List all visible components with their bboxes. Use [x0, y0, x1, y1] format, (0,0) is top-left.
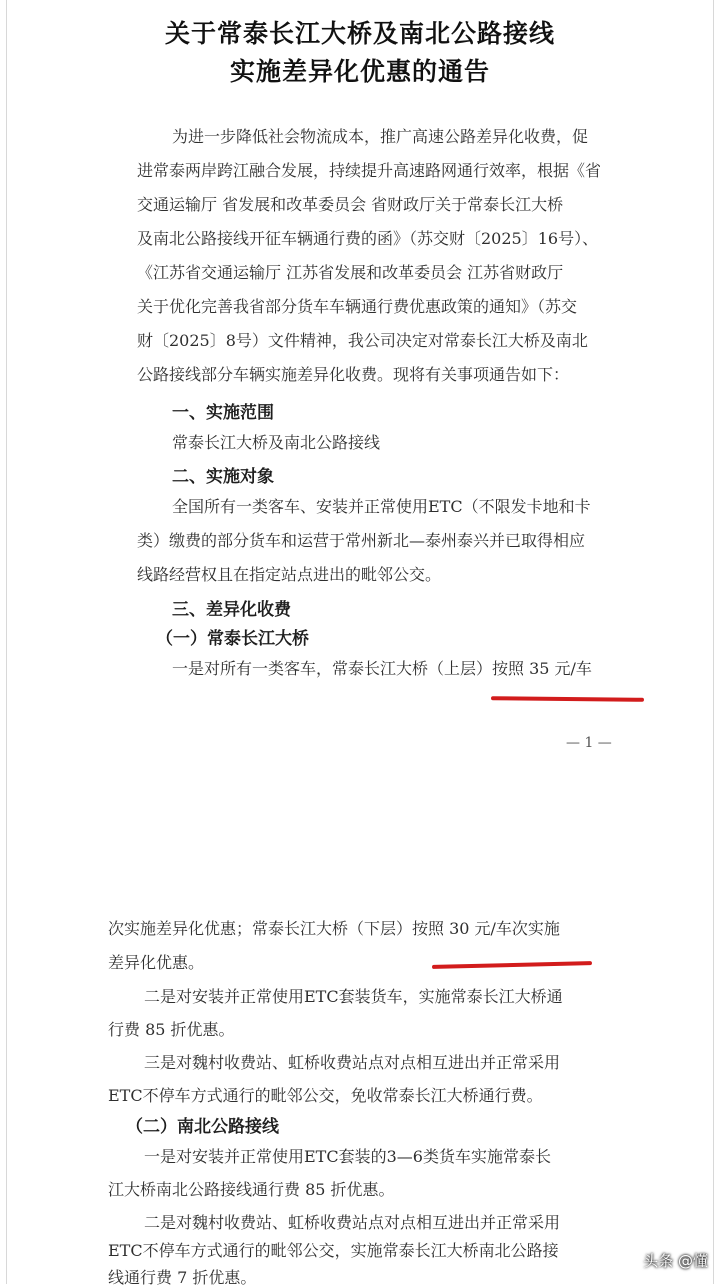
subsection-2-item-1-line: 一是对安装并正常使用ETC套装的3—6类货车实施常泰长	[144, 1147, 551, 1166]
section-2-text-line: 类）缴费的部分货车和运营于常州新北—泰州泰兴并已取得相应	[137, 531, 586, 550]
subsection-1-item-2-line: 行费 85 折优惠。	[108, 1020, 235, 1039]
subsection-2-item-1-line: 江大桥南北公路接线通行费 85 折优惠。	[108, 1180, 395, 1199]
intro-line: 《江苏省交通运输厅 江苏省发展和改革委员会 江苏省财政厅	[137, 263, 564, 282]
subsection-1-item-3-line: ETC不停车方式通行的毗邻公交，免收常泰长江大桥通行费。	[108, 1086, 543, 1105]
intro-line: 关于优化完善我省部分货车车辆通行费优惠政策的通知》（苏交	[137, 297, 578, 316]
subsection-1-item-1-continued: 差异化优惠。	[108, 953, 205, 972]
intro-line: 及南北公路接线开征车辆通行费的函》（苏交财〔2025〕16号）、	[137, 229, 599, 248]
subsection-2-item-2-line: 二是对魏村收费站、虹桥收费站点对点相互进出并正常采用	[144, 1213, 561, 1232]
document-title-line-2: 实施差异化优惠的通告	[229, 57, 490, 86]
document-title-line-1: 关于常泰长江大桥及南北公路接线	[164, 19, 555, 48]
red-underline-mark	[432, 961, 592, 969]
subsection-1-item-1-line: 一是对所有一类客车，常泰长江大桥（上层）按照 35 元/车	[172, 659, 592, 678]
section-1-heading: 一、实施范围	[172, 403, 274, 423]
subsection-1-heading: （一）常泰长江大桥	[156, 629, 309, 649]
section-2-heading: 二、实施对象	[172, 467, 274, 487]
watermark: 头条 @懂	[643, 1252, 708, 1270]
red-underline-mark	[491, 696, 644, 702]
page-number: — 1 —	[566, 735, 612, 751]
page-edge-right	[713, 0, 720, 1284]
section-2-text-line: 线路经营权且在指定站点进出的毗邻公交。	[137, 565, 442, 584]
subsection-2-item-2-line: ETC不停车方式通行的毗邻公交，实施常泰长江大桥南北公路接	[108, 1241, 559, 1260]
subsection-1-item-3-line: 三是对魏村收费站、虹桥收费站点对点相互进出并正常采用	[144, 1053, 561, 1072]
subsection-2-heading: （二）南北公路接线	[126, 1117, 279, 1137]
intro-line: 为进一步降低社会物流成本，推广高速公路差异化收费，促	[172, 127, 589, 146]
page-edge-left	[0, 0, 7, 1284]
intro-line: 公路接线部分车辆实施差异化收费。现将有关事项通告如下：	[137, 365, 570, 384]
subsection-1-item-2-line: 二是对安装并正常使用ETC套装货车，实施常泰长江大桥通	[144, 987, 563, 1006]
subsection-2-item-2-line: 线通行费 7 折优惠。	[108, 1268, 257, 1287]
subsection-1-item-1-continued: 次实施差异化优惠；常泰长江大桥（下层）按照 30 元/车次实施	[108, 919, 560, 938]
intro-line: 进常泰两岸跨江融合发展，持续提升高速路网通行效率，根据《省	[137, 161, 602, 180]
section-2-text-line: 全国所有一类客车、安装并正常使用ETC（不限发卡地和卡	[172, 497, 591, 516]
section-1-text: 常泰长江大桥及南北公路接线	[172, 433, 381, 452]
section-3-heading: 三、差异化收费	[172, 600, 291, 620]
intro-line: 交通运输厅 省发展和改革委员会 省财政厅关于常泰长江大桥	[137, 195, 564, 214]
intro-line: 财〔2025〕8号）文件精神，我公司决定对常泰长江大桥及南北	[137, 331, 588, 350]
